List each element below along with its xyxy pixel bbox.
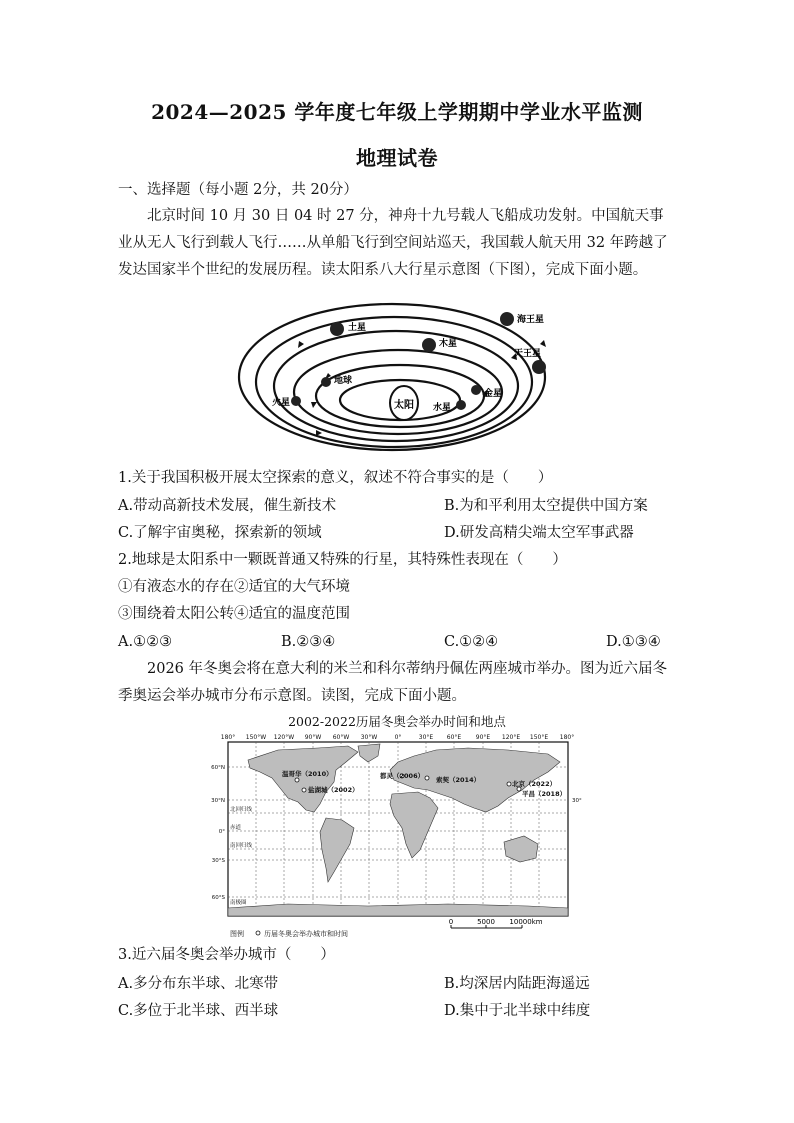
lat-label: 60°S: [211, 895, 225, 901]
lon-label: 180°: [220, 734, 236, 741]
lon-label: 0°: [394, 734, 402, 741]
lon-label: 90°E: [475, 734, 491, 741]
lon-label: 60°E: [446, 734, 462, 741]
planet-mars: [291, 396, 301, 406]
lon-label: 180°: [559, 734, 575, 741]
exam-title: 2024—2025 学年度七年级上学期期中学业水平监测: [151, 100, 643, 124]
lon-label: 30°W: [360, 734, 378, 741]
city-marker-vancouver: [295, 778, 299, 782]
q2-option-b[interactable]: B.②③④: [281, 634, 336, 650]
planet-venus: [471, 385, 481, 395]
q3-option-b[interactable]: B.均深居内陆距海遥远: [444, 976, 590, 992]
q2-statements-2: ③围绕着太阳公转④适宜的温度范围: [118, 606, 350, 622]
q3-option-d[interactable]: D.集中于北半球中纬度: [444, 1003, 591, 1019]
solar-system-diagram: [228, 302, 568, 452]
city-marker-sochi: [425, 776, 429, 780]
legend-label: 图例: [230, 930, 244, 938]
intro-paragraph: 北京时间 10 月 30 日 04 时 27 分，神舟十九号载人飞船成功发射。中国航天事业从无人飞行到载人飞行……从单船飞行到空间站巡天，我国载人航天用 32 年跨越了发达国家半个世纪的发展历程。读太阳系八大行星示意图（下图），完成下面小题。: [118, 208, 668, 278]
lon-label: 150°W: [245, 734, 267, 741]
equator-label: 赤道: [230, 825, 242, 831]
planet-label-mercury: 水星: [433, 403, 452, 413]
planet-label-neptune: 海王星: [517, 315, 545, 325]
lat-label-right: 30°: [572, 798, 582, 804]
section-heading: 一、选择题（每小题 2分，共 20分）: [118, 182, 358, 198]
planet-label-jupiter: 木星: [439, 339, 458, 349]
sun-label: 太阳: [394, 400, 414, 411]
lon-label: 60°W: [332, 734, 350, 741]
planet-label-venus: 金星: [484, 389, 503, 399]
scale-bar: [449, 918, 543, 928]
legend-text: 历届冬奥会举办城市和时间: [264, 930, 348, 938]
city-marker-beijing: [507, 782, 511, 786]
planet-mercury: [456, 400, 466, 410]
question-2-stem: 2.地球是太阳系中一颗既普通又特殊的行星，其特殊性表现在（ ）: [118, 552, 567, 568]
q2-option-d[interactable]: D.①③④: [606, 634, 661, 650]
city-label-vancouver: 温哥华（2010）: [282, 770, 333, 778]
olympics-intro: 2026 年冬奥会将在意大利的米兰和科尔蒂纳丹佩佐两座城市举办。图为近六届冬季奥运会举办城市分布示意图。读图，完成下面小题。: [118, 661, 668, 704]
lat-label: 60°N: [211, 765, 225, 771]
lon-label: 120°E: [501, 734, 521, 741]
tropic-cancer-label: 北回归线: [230, 807, 253, 813]
planet-label-mars: 火星: [272, 398, 291, 408]
city-label-turin: 都灵（2006）: [380, 772, 425, 780]
planet-label-earth: 地球: [334, 376, 353, 386]
lat-label: 30°N: [211, 798, 225, 804]
city-label-salt-lake-city: 盐湖城（2002）: [308, 786, 359, 794]
lat-label: 30°S: [211, 858, 225, 864]
q1-option-d[interactable]: D.研发高精尖端太空军事武器: [444, 525, 634, 541]
lon-label: 150°E: [529, 734, 549, 741]
scale-label-5000: 5000: [477, 918, 495, 926]
question-3-stem: 3.近六届冬奥会举办城市（ ）: [118, 947, 335, 963]
q1-option-b[interactable]: B.为和平利用太空提供中国方案: [444, 498, 648, 514]
planet-label-uranus: 天王星: [514, 349, 542, 359]
q1-option-c[interactable]: C.了解宇宙奥秘，探索新的领域: [118, 525, 322, 541]
legend-marker: [256, 931, 260, 935]
lat-label: 0°: [218, 829, 225, 835]
sun: [390, 386, 418, 420]
lon-label: 120°W: [273, 734, 295, 741]
scale-label-10000: 10000km: [509, 918, 543, 926]
world-map: [208, 732, 588, 944]
q2-option-a[interactable]: A.①②③: [118, 634, 173, 650]
question-1-stem: 1.关于我国积极开展太空探索的意义，叙述不符合事实的是（ ）: [118, 470, 553, 486]
planet-label-saturn: 土星: [348, 323, 367, 333]
city-marker-salt-lake-city: [302, 788, 306, 792]
q3-option-a[interactable]: A.多分布东半球、北寒带: [118, 976, 279, 992]
tropic-capricorn-label: 南回归线: [230, 843, 253, 849]
q3-option-c[interactable]: C.多位于北半球、西半球: [118, 1003, 279, 1019]
planet-jupiter: [422, 338, 436, 352]
map-title: 2002-2022历届冬奥会举办时间和地点: [288, 714, 506, 729]
lon-label: 90°W: [304, 734, 322, 741]
lon-label: 30°E: [418, 734, 434, 741]
q2-option-c[interactable]: C.①②④: [444, 634, 499, 650]
city-label-sochi: 索契（2014）: [436, 776, 481, 784]
planet-uranus: [532, 360, 546, 374]
planet-neptune: [500, 312, 514, 326]
exam-subject: 地理试卷: [356, 146, 438, 170]
planet-earth: [321, 377, 331, 387]
scale-label-0: 0: [448, 918, 454, 926]
planet-saturn: [330, 322, 344, 336]
q2-statements-1: ①有液态水的存在②适宜的大气环境: [118, 579, 350, 595]
antarctic-circle-label: 南极圈: [230, 900, 247, 906]
city-label-beijing: 北京（2022）: [512, 780, 557, 788]
q1-option-a[interactable]: A.带动高新技术发展，催生新技术: [118, 498, 337, 514]
city-label-pyeongchang: 平昌（2018）: [522, 790, 567, 798]
